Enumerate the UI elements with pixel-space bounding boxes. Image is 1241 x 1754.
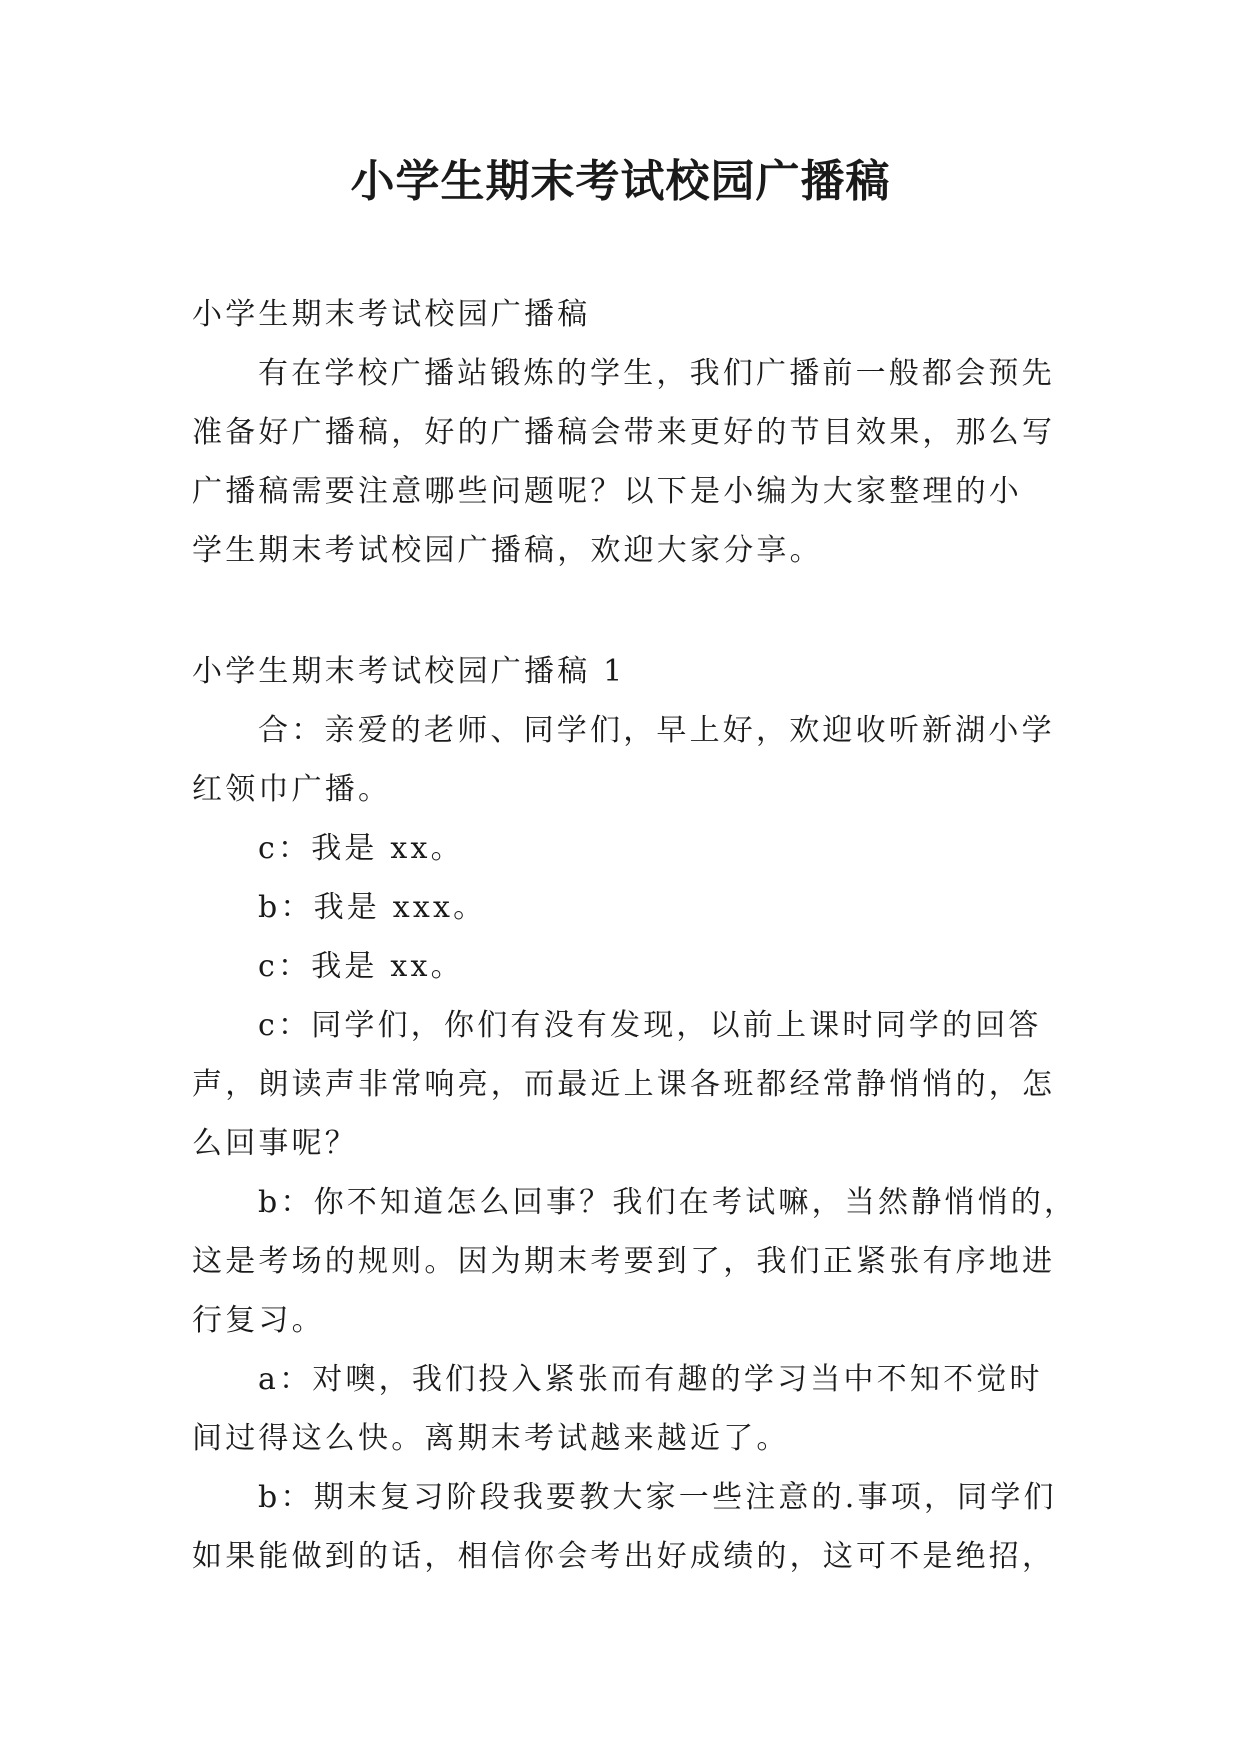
- text-line: 小学生期末考试校园广播稿 1: [192, 654, 626, 689]
- document-body: [192, 285, 1078, 1586]
- text-line: c：同学们，你们有没有发现，以前上课时同学的回答: [258, 1008, 1042, 1043]
- text-line: 广播稿需要注意哪些问题呢？以下是小编为大家整理的小: [192, 474, 1022, 509]
- text-line: b：我是 xxx。: [258, 890, 487, 925]
- text-line: b：你不知道怎么回事？我们在考试嘛，当然静悄悄的，: [258, 1185, 1078, 1220]
- text-line: 合：亲爱的老师、同学们，早上好，欢迎收听新湖小学: [258, 713, 1055, 748]
- text-line: 声，朗读声非常响亮，而最近上课各班都经常静悄悄的，怎: [192, 1067, 1056, 1102]
- text-line: 间过得这么快。离期末考试越来越近了。: [192, 1421, 790, 1456]
- text-line: c：我是 xx。: [258, 949, 464, 984]
- text-line: 红领巾广播。: [192, 772, 392, 807]
- text-line: 这是考场的规则。因为期末考要到了，我们正紧张有序地进: [192, 1244, 1056, 1279]
- document-title: 小学生期末考试校园广播稿: [350, 156, 891, 207]
- text-line: 学生期末考试校园广播稿，欢迎大家分享。: [192, 533, 823, 568]
- text-line: 么回事呢？: [192, 1126, 358, 1161]
- text-line: 如果能做到的话，相信你会考出好成绩的，这可不是绝招，: [192, 1539, 1056, 1574]
- paragraph-gap: [192, 580, 1052, 642]
- text-line: 行复习。: [192, 1303, 325, 1338]
- text-line: 有在学校广播站锻炼的学生，我们广播前一般都会预先: [258, 356, 1055, 391]
- text-line: 小学生期末考试校园广播稿: [192, 297, 591, 332]
- text-line: 准备好广播稿，好的广播稿会带来更好的节目效果，那么写: [192, 415, 1056, 450]
- text-line: b：期末复习阶段我要教大家一些注意的.事项，同学们: [258, 1480, 1057, 1515]
- text-line: c：我是 xx。: [258, 831, 464, 866]
- text-line: a：对噢，我们投入紧张而有趣的学习当中不知不觉时: [258, 1362, 1043, 1397]
